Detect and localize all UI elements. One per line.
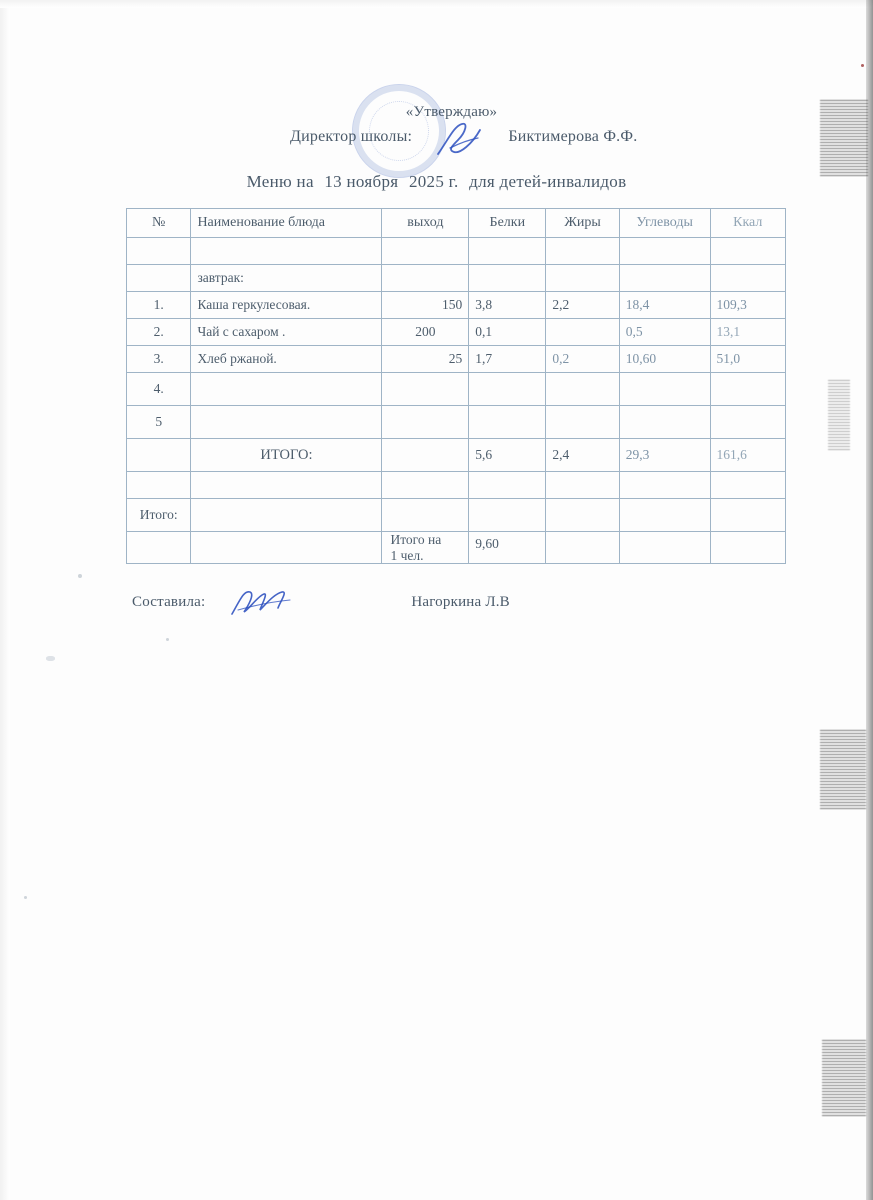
row-num: 3. [127,346,191,373]
composer-name: Нагоркина Л.В [411,594,510,610]
per-person-kcal-cell [710,532,786,564]
row-dish: Чай с сахаром . [191,319,382,346]
summary-row [127,439,786,472]
scan-speck [861,64,864,67]
meal-num-cell [127,265,191,292]
summary-fat: 2,4 [546,439,619,472]
header-kcal: Ккал [710,209,786,238]
summary-label: ИТОГО: [191,439,382,472]
per-person-num-cell [127,532,191,564]
per-person-label-line1: Итого на [390,532,442,547]
header-protein: Белки [469,209,546,238]
director-line [290,128,637,146]
spacer-cell [382,472,469,499]
scan-edge-top [0,0,873,8]
row-dish [191,406,382,439]
row-output: 200 [382,319,469,346]
cost-total-carbs-cell [619,499,710,532]
row-dish [191,373,382,406]
table-spacer-row [127,472,786,499]
row-carbs: 18,4 [619,292,710,319]
menu-title [0,172,873,192]
menu-table [126,208,786,564]
spacer-cell [619,472,710,499]
row-protein: 1,7 [469,346,546,373]
row-fat [546,373,619,406]
header-num: № [127,209,191,238]
row-fat [546,319,619,346]
row-dish: Хлеб ржаной. [191,346,382,373]
per-person-label-line2: 1 чел. [390,547,424,563]
cost-total-protein-cell [469,499,546,532]
row-kcal: 13,1 [710,319,786,346]
scan-artifact [820,730,866,810]
menu-title-prefix: Меню на [246,172,314,191]
summary-output-cell [382,439,469,472]
meal-label: завтрак: [191,265,382,292]
header-output: выход [382,209,469,238]
spacer-cell [191,472,382,499]
row-num: 1. [127,292,191,319]
composer-line [132,594,510,611]
header-carbs: Углеводы [619,209,710,238]
row-output: 150 [382,292,469,319]
spacer-cell [127,472,191,499]
per-person-label [382,532,469,564]
cost-total-row [127,499,786,532]
summary-carbs: 29,3 [619,439,710,472]
table-row [127,406,786,439]
scan-speck [78,574,82,578]
menu-date: 13 ноября [324,172,399,191]
row-fat: 2,2 [546,292,619,319]
menu-audience: для детей-инвалидов [469,172,627,191]
row-fat: 0,2 [546,346,619,373]
table-row [127,319,786,346]
spacer-cell [710,472,786,499]
composer-label: Составила: [132,594,206,610]
row-carbs: 0,5 [619,319,710,346]
cost-total-output-cell [382,499,469,532]
cost-total-kcal-cell [710,499,786,532]
table-row [127,373,786,406]
row-output [382,406,469,439]
scan-artifact [828,380,850,450]
cost-total-fat-cell [546,499,619,532]
table-row [127,292,786,319]
meal-fat-cell [546,265,619,292]
spacer-cell [546,472,619,499]
cost-total-dish-cell [191,499,382,532]
row-output: 25 [382,346,469,373]
row-num: 2. [127,319,191,346]
meal-protein-cell [469,265,546,292]
meal-section-row [127,265,786,292]
scan-artifact [822,1040,866,1118]
spacer-cell [546,238,619,265]
row-num: 5 [127,406,191,439]
per-person-row [127,532,786,564]
director-label: Директор школы: [290,128,413,145]
cost-total-label: Итого: [127,499,191,532]
meal-output-cell [382,265,469,292]
row-carbs [619,406,710,439]
scan-speck [24,896,27,899]
table-header-row [127,209,786,238]
per-person-value: 9,60 [469,532,546,564]
summary-protein: 5,6 [469,439,546,472]
spacer-cell [191,238,382,265]
row-kcal: 51,0 [710,346,786,373]
row-carbs [619,373,710,406]
scan-speck [166,638,169,641]
spacer-cell [469,472,546,499]
table-row [127,346,786,373]
spacer-cell [710,238,786,265]
spacer-cell [619,238,710,265]
director-name: Биктимерова Ф.Ф. [508,128,638,145]
row-output [382,373,469,406]
summary-kcal: 161,6 [710,439,786,472]
row-protein [469,406,546,439]
per-person-fat-cell [546,532,619,564]
meal-kcal-cell [710,265,786,292]
row-carbs: 10,60 [619,346,710,373]
approval-text [0,104,873,121]
per-person-carbs-cell [619,532,710,564]
row-kcal: 109,3 [710,292,786,319]
row-protein: 3,8 [469,292,546,319]
row-protein: 0,1 [469,319,546,346]
row-protein [469,373,546,406]
menu-year: 2025 г. [408,172,459,191]
table-spacer-row [127,238,786,265]
row-dish: Каша геркулесовая. [191,292,382,319]
row-num: 4. [127,373,191,406]
row-kcal [710,406,786,439]
row-kcal [710,373,786,406]
per-person-dish-cell [191,532,382,564]
spacer-cell [127,238,191,265]
header-fat: Жиры [546,209,619,238]
spacer-cell [382,238,469,265]
spacer-cell [469,238,546,265]
row-fat [546,406,619,439]
approval-label: «Утверждаю» [405,104,498,120]
meal-carbs-cell [619,265,710,292]
header-dish: Наименование блюда [191,209,382,238]
scan-speck [46,656,55,661]
summary-num-cell [127,439,191,472]
